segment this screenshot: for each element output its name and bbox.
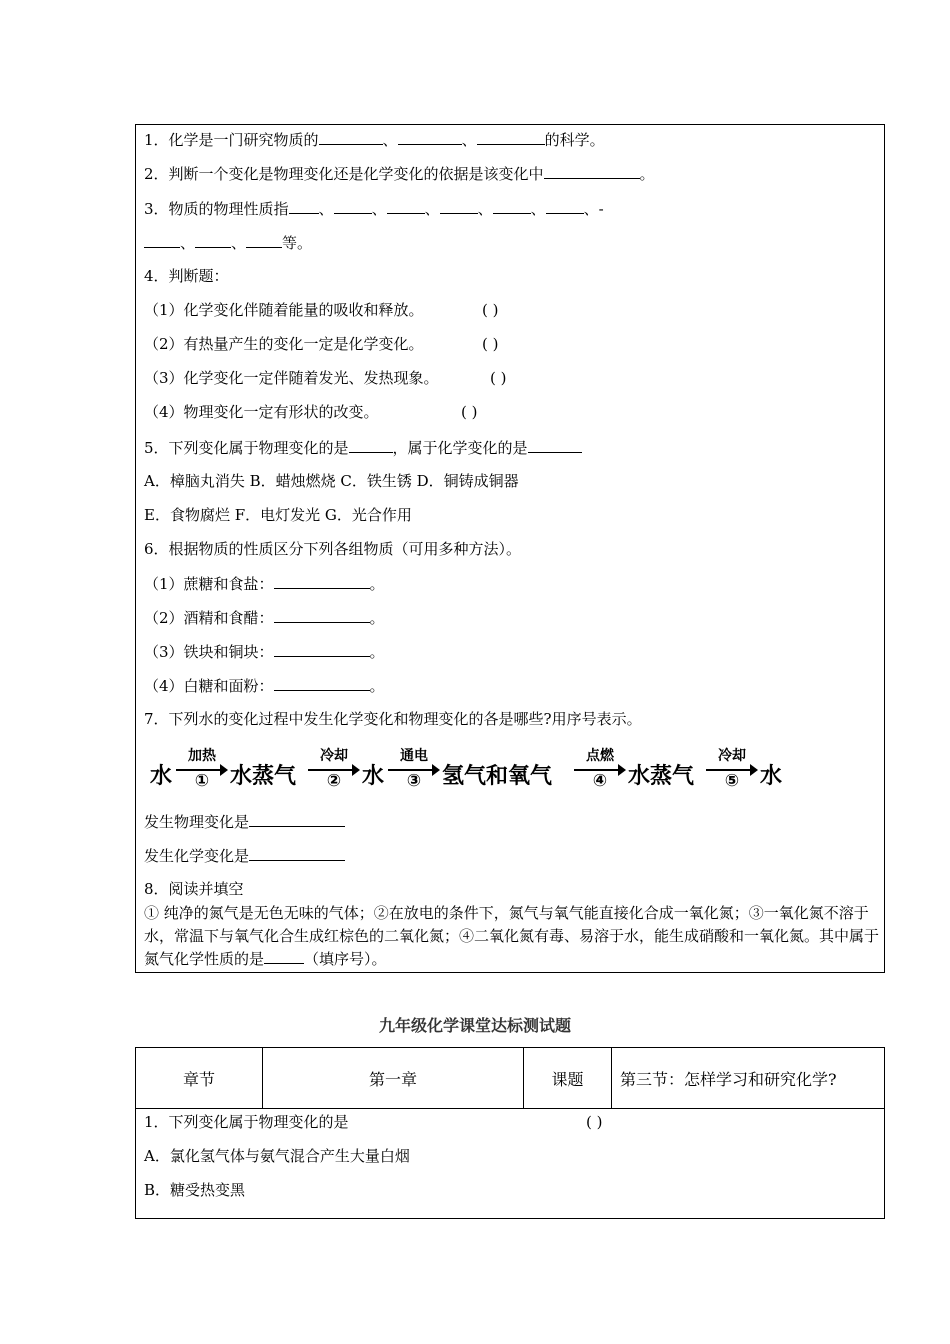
diagram-arrow (706, 748, 758, 791)
judge-paren[interactable]: ( ) (482, 301, 499, 319)
chapter-value: 第一章 (263, 1048, 524, 1108)
answer-blank[interactable] (528, 437, 582, 453)
arrow-condition: 加热 (188, 748, 216, 764)
answer-blank[interactable] (334, 198, 372, 214)
answer-blank[interactable] (544, 163, 640, 179)
diagram-arrow (308, 748, 360, 791)
arrow-condition: 冷却 (718, 748, 746, 764)
question-6-title: 6．根据物质的性质区分下列各组物质（可用多种方法）。 (144, 540, 522, 558)
arrow-number: ② (326, 771, 342, 791)
question-3: 3．物质的物理性质指 、 、 、 、 、 、- (144, 200, 604, 218)
arrow-number: ① (194, 771, 210, 791)
answer-blank[interactable] (398, 129, 462, 145)
judge-paren[interactable]: ( ) (482, 335, 499, 353)
answer-blank[interactable] (274, 675, 370, 691)
question-5: 5．下列变化属于物理变化的是 ，属于化学变化的是 (144, 437, 582, 458)
judge-paren[interactable]: ( ) (490, 369, 507, 387)
judge-item: （1）化学变化伴随着能量的吸收和释放。 (144, 301, 424, 319)
judge-item: （4）物理变化一定有形状的改变。 (144, 403, 379, 421)
question-2: 2．判断一个变化是物理变化还是化学变化的依据是该变化中 。 (144, 165, 655, 183)
test-title: 九年级化学课堂达标测试题 (378, 1016, 571, 1035)
arrow-number: ③ (406, 771, 422, 791)
test-question-1: 1．下列变化属于物理变化的是 (144, 1113, 349, 1131)
answer-blank[interactable] (144, 232, 180, 248)
exercise-box (135, 124, 885, 973)
answer-blank[interactable] (274, 641, 370, 657)
answer-blank[interactable] (246, 232, 282, 248)
answer-blank[interactable] (546, 198, 584, 214)
diagram-substance: 水 (362, 764, 385, 789)
question-5-options-1: A．樟脑丸消失 B．蜡烛燃烧 C．铁生锈 D．铜铸成铜器 (144, 472, 519, 490)
question-6-item: （3）铁块和铜块： 。 (144, 643, 385, 661)
question-4-title: 4．判断题： (144, 267, 229, 285)
test-option-b: B．糖受热变黑 (144, 1181, 246, 1199)
diagram-arrow (574, 748, 626, 791)
answer-blank[interactable] (440, 198, 478, 214)
physical-change-answer: 发生物理变化是 (144, 811, 345, 832)
question-8-text: ① 纯净的氮气是无色无味的气体；②在放电的条件下，氮气与氧气能直接化合成一氧化氮；③一氧化氮不溶于水，常温下与氧气化合生成红棕色的二氧化氮；④二氧化氮有毒、易溶于水，能生成硝酸和一氧化氮。其中属于氮气化学性质的是 （填序号）。 (144, 904, 880, 968)
chapter-label: 章节 (136, 1048, 263, 1108)
question-1: 1．化学是一门研究物质的 、 、 的科学。 (144, 131, 605, 149)
answer-blank[interactable] (289, 198, 319, 214)
question-7-title: 7．下列水的变化过程中发生化学变化和物理变化的各是哪些?用序号表示。 (144, 710, 642, 728)
answer-blank[interactable] (249, 811, 345, 827)
answer-blank[interactable] (249, 845, 345, 861)
table-divider (136, 1108, 884, 1109)
arrow-condition: 通电 (400, 748, 428, 764)
topic-label: 课题 (524, 1048, 612, 1108)
answer-blank[interactable] (349, 437, 393, 453)
diagram-arrow (388, 748, 440, 791)
diagram-arrow (176, 748, 228, 791)
answer-blank[interactable] (274, 573, 370, 589)
diagram-substance: 水 (150, 764, 173, 789)
question-5-options-2: E．食物腐烂 F．电灯发光 G．光合作用 (144, 506, 412, 524)
diagram-substance: 水蒸气 (628, 764, 695, 789)
test-option-a: A．氯化氢气体与氨气混合产生大量白烟 (144, 1147, 410, 1165)
question-3-continued: 、 、 等。 (144, 232, 312, 253)
answer-blank[interactable] (319, 129, 383, 145)
judge-paren[interactable]: ( ) (461, 403, 478, 421)
arrow-number: ④ (592, 771, 608, 791)
question-8-title: 8．阅读并填空 (144, 880, 244, 898)
arrow-number: ⑤ (724, 771, 740, 791)
question-6-item: （2）酒精和食醋： 。 (144, 609, 385, 627)
test-question-1-paren[interactable]: ( ) (586, 1113, 603, 1131)
topic-value: 第三节：怎样学习和研究化学? (620, 1069, 837, 1089)
question-6-item: （1）蔗糖和食盐： 。 (144, 575, 385, 593)
diagram-substance: 水 (760, 764, 783, 789)
diagram-substance: 氢气和氧气 (442, 764, 553, 789)
arrow-condition: 冷却 (320, 748, 348, 764)
judge-item: （3）化学变化一定伴随着发光、发热现象。 (144, 369, 439, 387)
answer-blank[interactable] (264, 948, 304, 964)
test-table (135, 1047, 885, 1219)
question-6-item: （4）白糖和面粉： 。 (144, 677, 385, 695)
answer-blank[interactable] (274, 607, 370, 623)
diagram-substance: 水蒸气 (230, 764, 297, 789)
answer-blank[interactable] (387, 198, 425, 214)
answer-blank[interactable] (493, 198, 531, 214)
water-change-diagram (150, 741, 790, 797)
answer-blank[interactable] (477, 129, 545, 145)
arrow-condition: 点燃 (586, 748, 614, 764)
judge-item: （2）有热量产生的变化一定是化学变化。 (144, 335, 424, 353)
answer-blank[interactable] (195, 232, 231, 248)
chemical-change-answer: 发生化学变化是 (144, 845, 345, 866)
